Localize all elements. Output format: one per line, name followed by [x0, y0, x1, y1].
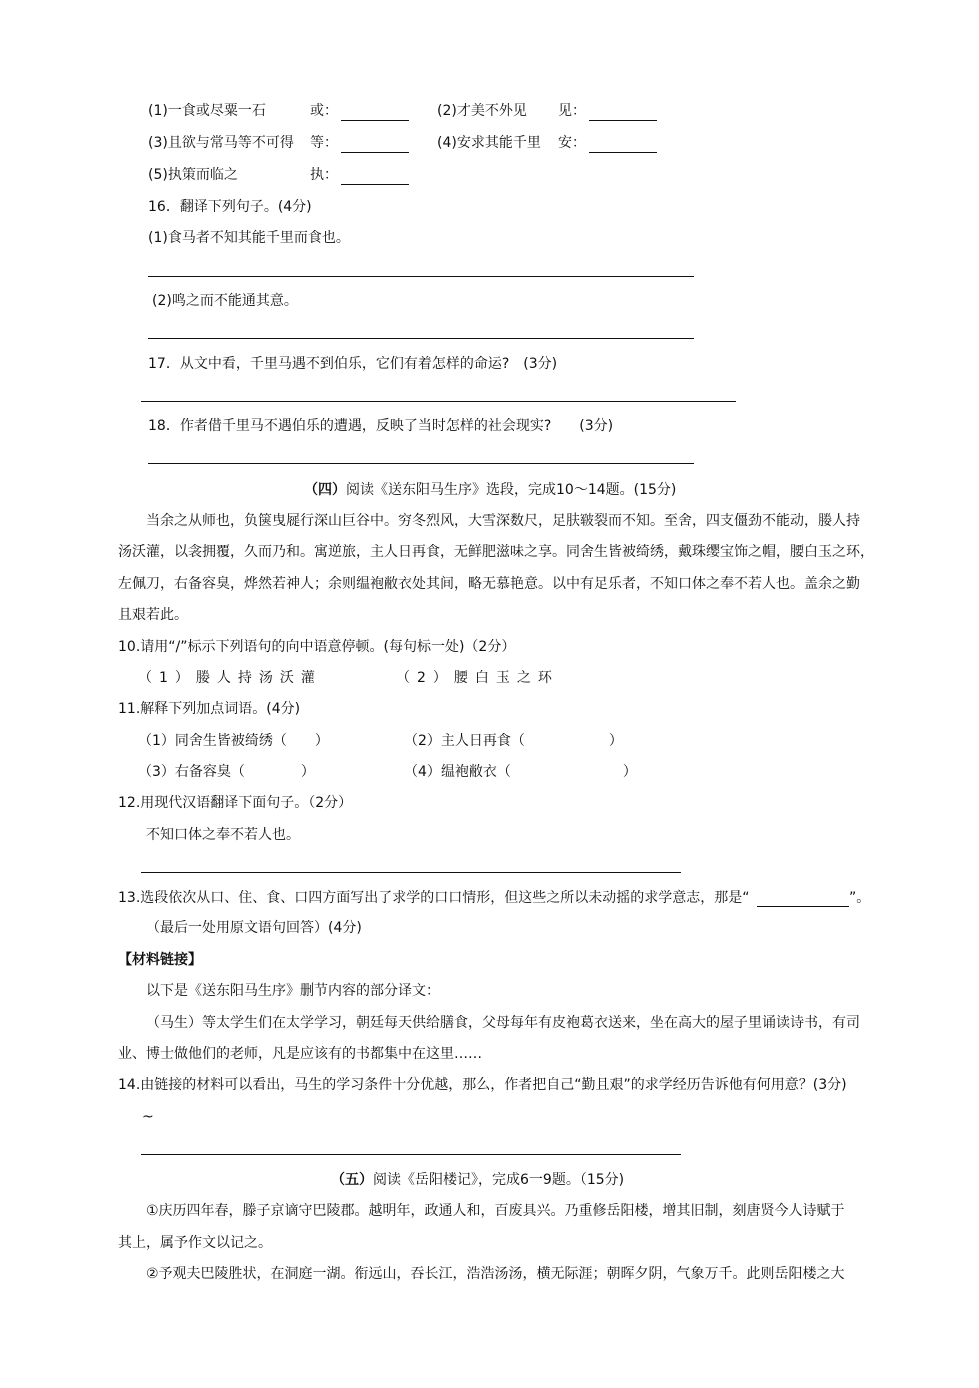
vocab-word-3: 等：	[310, 135, 338, 151]
section-5-title: 阅读《岳阳楼记》，完成6一9题。（15分)	[373, 1172, 625, 1188]
q10-item-2: （2）腰白玉之环	[396, 670, 559, 686]
question-14: 14.由链接的材料可以看出，马生的学习条件十分优越，那么，作者把自己“勤且艰”的求学经历告诉他有何用意？(3分)	[118, 1077, 847, 1093]
answer-line[interactable]	[148, 338, 694, 339]
vocab-item-2: (2)才美不外见	[437, 103, 527, 119]
vocab-word-2: 见：	[558, 103, 586, 119]
section-4-heading	[304, 480, 676, 500]
answer-line[interactable]	[141, 872, 681, 873]
vocab-item-1: (1)一食或尽粟一石	[148, 103, 266, 119]
passage-line: 汤沃灌，以衾拥覆，久而乃和。寓逆旅，主人日再食，无鲜肥滋味之享。同舍生皆被绮绣，戴珠缨宝饰之帽，腰白玉之环，	[118, 544, 874, 560]
passage-line: 且艰若此。	[118, 607, 188, 623]
vocab-item-5: (5)执策而临之	[148, 167, 238, 183]
answer-blank[interactable]	[341, 184, 409, 185]
q12-sentence: 不知口体之奉不若人也。	[146, 827, 300, 843]
answer-blank[interactable]	[589, 152, 657, 153]
answer-blank[interactable]	[757, 906, 849, 907]
vocab-word-1: 或：	[310, 103, 338, 119]
question-10: 10.请用“/”标示下列语句的向中语意停顿。(每句标一处)（2分）	[118, 639, 516, 655]
question-13-end: ”。	[849, 890, 871, 906]
question-12: 12.用现代汉语翻译下面句子。（2分）	[118, 795, 353, 811]
passage-line: ②予观夫巴陵胜状，在洞庭一湖。衔远山，吞长江，浩浩汤汤，横无际涯；朝晖夕阴，气象万千。此则岳阳楼之大	[146, 1266, 845, 1282]
answer-line[interactable]	[148, 276, 694, 277]
q13-note: （最后一处用原文语句回答）(4分)	[146, 920, 362, 936]
q16-sentence-2: (2)鸣之而不能通其意。	[152, 293, 298, 309]
passage-line: 左佩刀，右备容臭，烨然若神人；余则缊袍敝衣处其间，略无慕艳意。以中有足乐者，不知口体之奉不若人也。盖余之勤	[118, 576, 860, 592]
material-text: 业、博士做他们的老师，凡是应该有的书都集中在这里……	[118, 1046, 482, 1062]
vocab-word-4: 安：	[558, 135, 586, 151]
passage-line: ①庆历四年春，滕子京谪守巴陵郡。越明年，政通人和，百废具兴。乃重修岳阳楼，增其旧制，刻唐贤今人诗赋于	[146, 1203, 845, 1219]
vocab-word-5: 执：	[310, 167, 338, 183]
question-18: 18．作者借千里马不遇伯乐的遭遇，反映了当时怎样的社会现实? (3分)	[148, 418, 614, 434]
question-16: 16．翻译下列句子。(4分)	[148, 199, 312, 215]
q10-item-1: （1）媵人持汤沃灌	[138, 670, 322, 686]
q11-item-3: （3）右备容臭（ ）	[138, 764, 315, 780]
answer-line[interactable]	[148, 463, 694, 464]
vocab-item-4: (4)安求其能千里	[437, 135, 541, 151]
vocab-item-3: (3)且欲与常马等不可得	[148, 135, 294, 151]
material-text: （马生）等太学生们在太学学习，朝廷每天供给膳食，父母每年有皮袍葛衣送来，坐在高大的屋子里诵读诗书，有司	[146, 1015, 860, 1031]
section-5-number: （五）	[331, 1172, 373, 1188]
stray-mark: ~	[142, 1109, 154, 1125]
answer-blank[interactable]	[341, 120, 409, 121]
question-13: 13.选段依次从口、住、食、口四方面写出了求学的口口情形，但这些之所以未动摇的求学意志，那是“	[118, 890, 750, 906]
answer-blank[interactable]	[589, 120, 657, 121]
q11-item-2: （2）主人日再食（ ）	[404, 733, 623, 749]
q11-item-4: （4）缊袍敝衣（ ）	[404, 764, 637, 780]
section-4-number: （四）	[304, 482, 346, 498]
q16-sentence-1: (1)食马者不知其能千里而食也。	[148, 230, 350, 246]
answer-blank[interactable]	[341, 152, 409, 153]
answer-line[interactable]	[141, 1154, 681, 1155]
section-5-heading	[331, 1170, 624, 1190]
material-intro: 以下是《送东阳马生序》删节内容的部分译文：	[146, 983, 440, 999]
passage-line: 其上，属予作文以记之。	[118, 1235, 272, 1251]
material-link-heading: 【材料链接】	[118, 952, 202, 968]
section-4-title: 阅读《送东阳马生序》选段，完成10～14题。(15分)	[346, 482, 677, 498]
answer-line[interactable]	[141, 401, 736, 402]
question-17: 17．从文中看，千里马遇不到伯乐，它们有着怎样的命运? (3分)	[148, 356, 558, 372]
q11-item-1: （1）同舍生皆被绮绣（ ）	[138, 733, 329, 749]
passage-line: 当余之从师也，负箧曳屣行深山巨谷中。穷冬烈风，大雪深数尺，足肤皲裂而不知。至舍，四支僵劲不能动，媵人持	[146, 513, 860, 529]
question-11: 11.解释下列加点词语。(4分)	[118, 701, 301, 717]
